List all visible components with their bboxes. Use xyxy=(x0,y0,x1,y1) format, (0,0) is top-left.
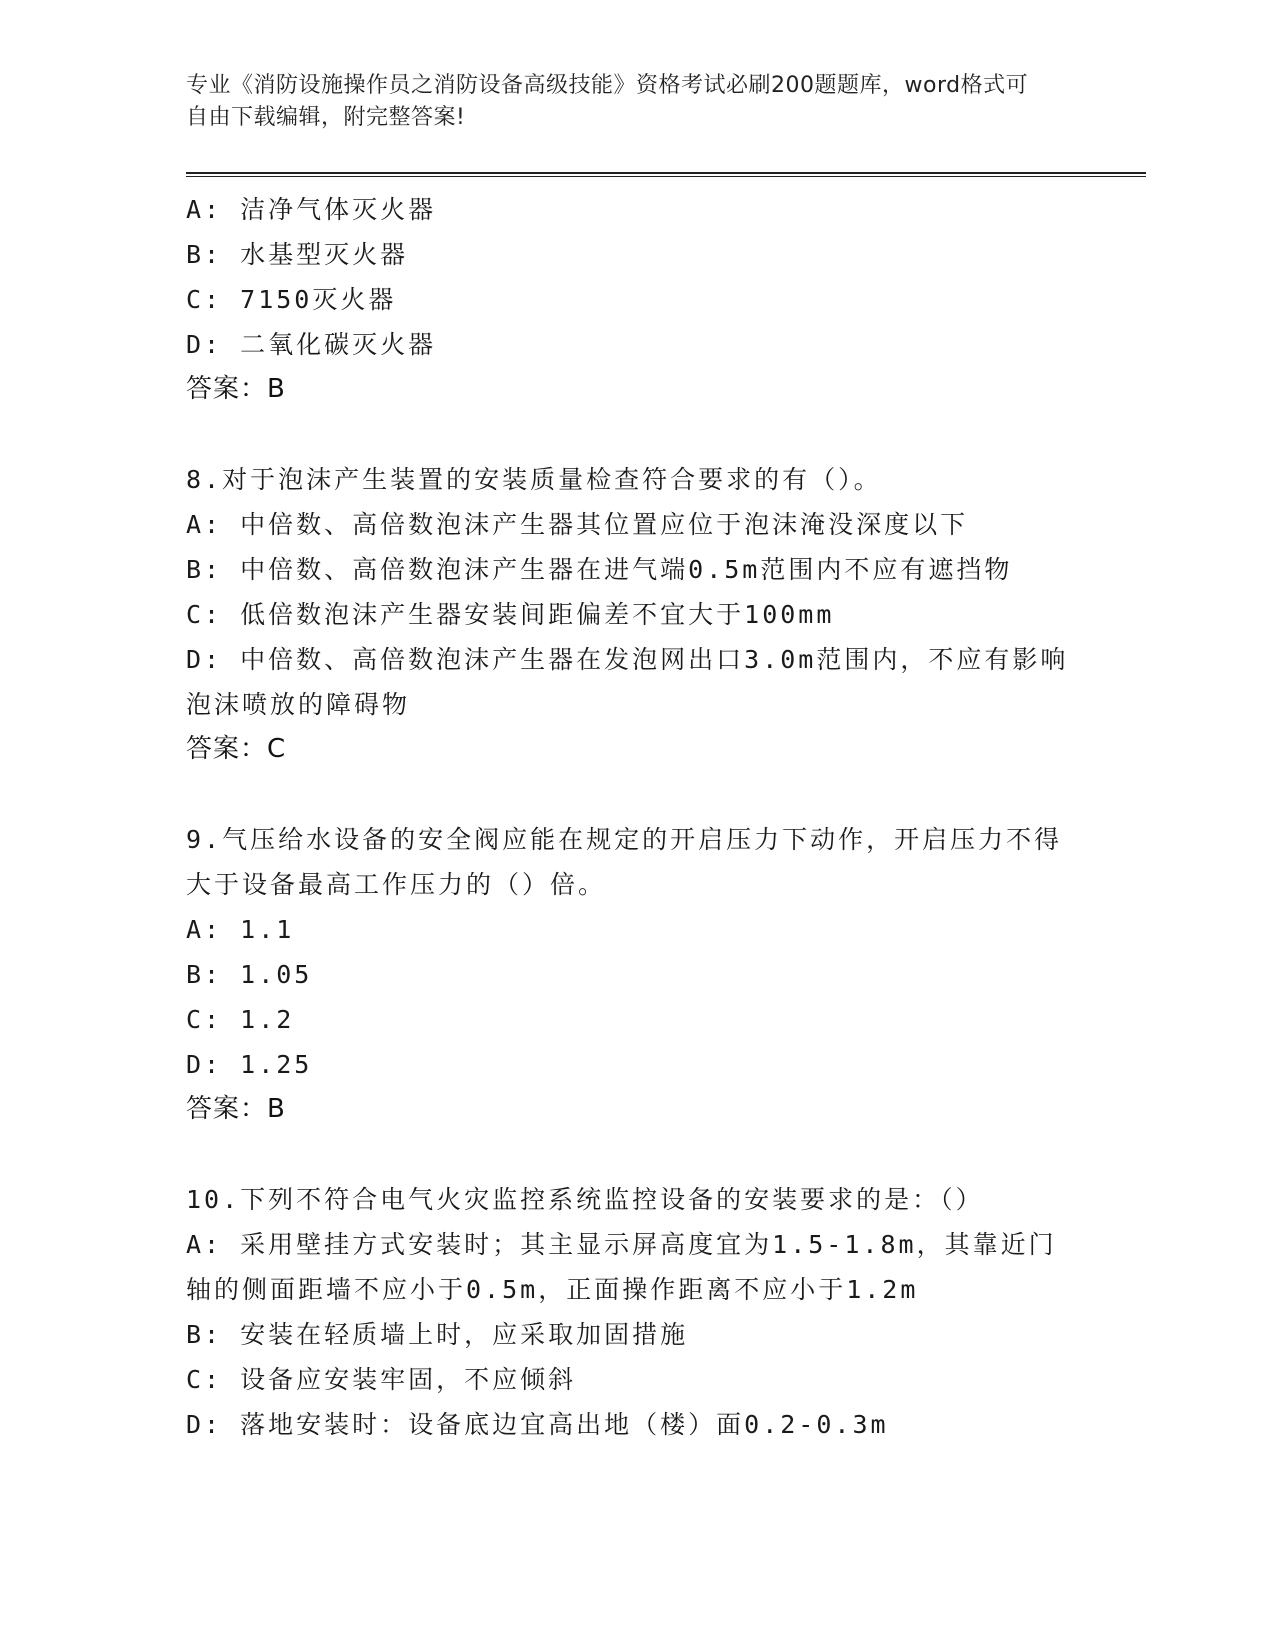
option-a: A: 中倍数、高倍数泡沫产生器其位置应位于泡沫淹没深度以下 xyxy=(186,510,969,539)
option-c: C: 设备应安装牢固，不应倾斜 xyxy=(186,1365,577,1394)
option-b: B: 1.05 xyxy=(186,960,313,989)
question-9 xyxy=(186,817,1146,1132)
question-7 xyxy=(186,187,1146,412)
question-8 xyxy=(186,457,1146,772)
header-divider xyxy=(186,172,1146,177)
option-a: A: 洁净气体灭火器 xyxy=(186,195,437,224)
question-text: 9.气压给水设备的安全阀应能在规定的开启压力下动作，开启压力不得大于设备最高工作压力的（）倍。 xyxy=(186,825,1063,899)
option-b: B: 安装在轻质墙上时，应采取加固措施 xyxy=(186,1320,689,1349)
spacer xyxy=(186,1132,1146,1177)
option-c: C: 1.2 xyxy=(186,1005,295,1034)
question-list xyxy=(186,187,1146,1447)
option-d: D: 1.25 xyxy=(186,1050,313,1079)
question-text: 10.下列不符合电气火灾监控系统监控设备的安装要求的是：（） xyxy=(186,1185,984,1214)
option-b: B: 中倍数、高倍数泡沫产生器在进气端0.5m范围内不应有遮挡物 xyxy=(186,555,1013,584)
option-d: D: 中倍数、高倍数泡沫产生器在发泡网出口3.0m范围内，不应有影响泡沫喷放的障碍物 xyxy=(186,645,1069,719)
document-page xyxy=(186,70,1146,1447)
document-header: 专业《消防设施操作员之消防设备高级技能》资格考试必刷200题题库，word格式可自由下载编辑，附完整答案! xyxy=(186,73,1029,130)
option-a: A: 1.1 xyxy=(186,915,295,944)
answer: 答案：B xyxy=(186,1094,286,1124)
option-a: A: 采用壁挂方式安装时；其主显示屏高度宜为1.5-1.8m，其靠近门轴的侧面距墙不应小于0.5m，正面操作距离不应小于1.2m xyxy=(186,1230,1057,1304)
question-text: 8.对于泡沫产生装置的安装质量检查符合要求的有（）。 xyxy=(186,465,882,494)
question-10 xyxy=(186,1177,1146,1447)
option-c: C: 低倍数泡沫产生器安装间距偏差不宜大于100mm xyxy=(186,600,835,629)
spacer xyxy=(186,412,1146,457)
option-d: D: 二氧化碳灭火器 xyxy=(186,330,437,359)
spacer xyxy=(186,772,1146,817)
option-b: B: 水基型灭火器 xyxy=(186,240,409,269)
answer: 答案：B xyxy=(186,374,286,404)
option-d: D: 落地安装时：设备底边宜高出地（楼）面0.2-0.3m xyxy=(186,1410,889,1439)
answer: 答案：C xyxy=(186,734,287,764)
option-c: C: 7150灭火器 xyxy=(186,285,397,314)
